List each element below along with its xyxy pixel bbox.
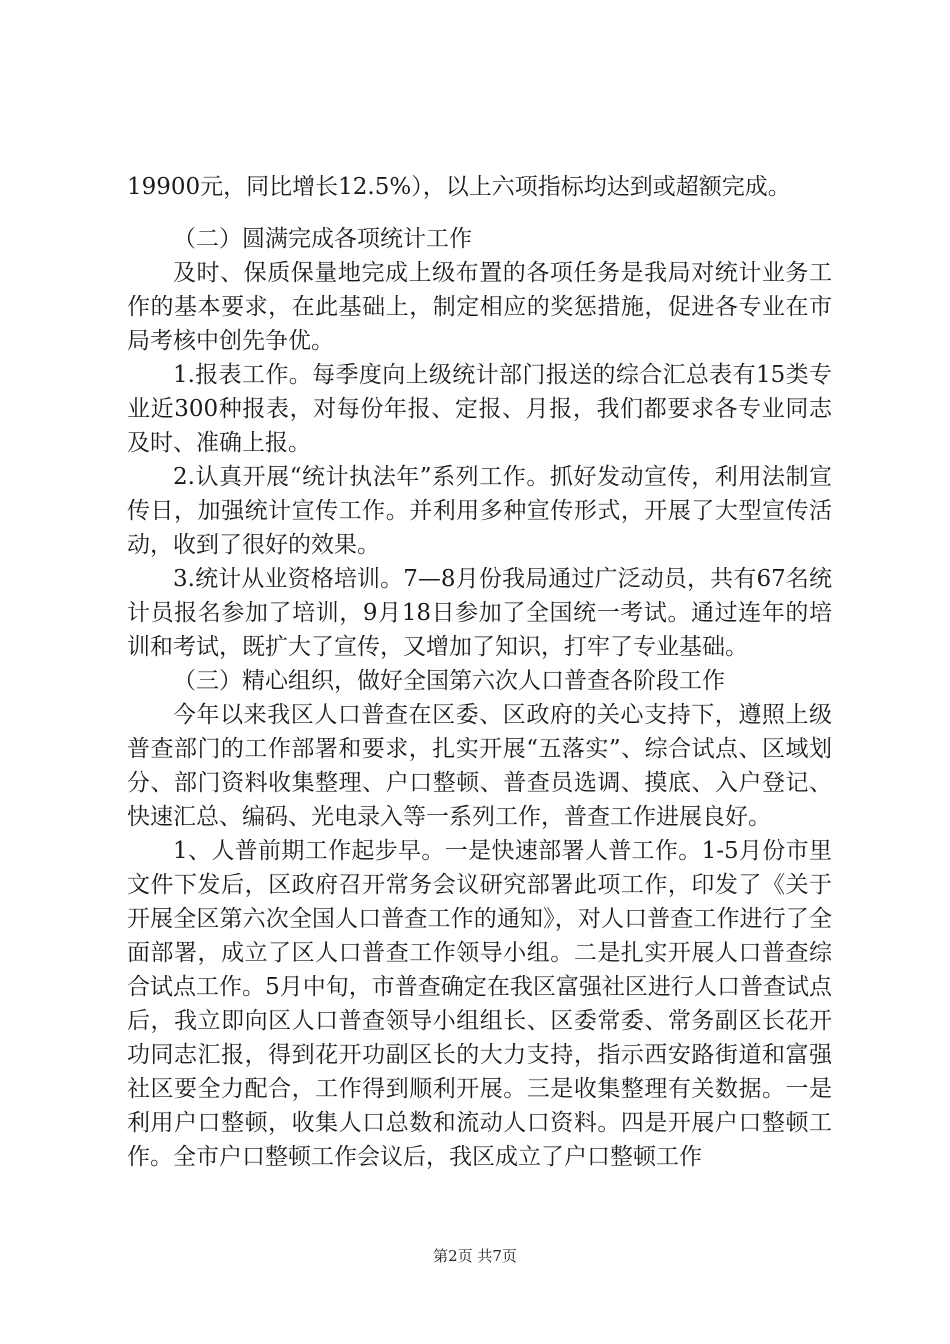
section-heading-2: （二）圆满完成各项统计工作 — [173, 226, 472, 252]
paragraph-census-overview: 今年以来我区人口普查在区委、区政府的关心支持下，遵照上级普查部门的工作部署和要求，扎实开展“五落实”、综合试点、区域划分、部门资料收集整理、户口整顿、普查员选调、摸底、入户登记、快速汇总、编码、光电录入等一系列工作，普查工作进展良好。 — [127, 702, 832, 830]
paragraph-law-enforcement: 2.认真开展“统计执法年”系列工作。抓好发动宣传，利用法制宣传日，加强统计宣传工作。并利用多种宣传形式，开展了大型宣传活动，收到了很好的效果。 — [127, 464, 832, 558]
paragraph-qualification-training: 3.统计从业资格培训。7—8月份我局通过广泛动员，共有67名统计员报名参加了培训，9月18日参加了全国统一考试。通过连年的培训和考试，既扩大了宣传，又增加了知识，打牢了专业基础。 — [127, 566, 832, 660]
section-heading-3: （三）精心组织，做好全国第六次人口普查各阶段工作 — [173, 668, 725, 694]
paragraph-report-work: 1.报表工作。每季度向上级统计部门报送的综合汇总表有15类专业近300种报表，对每份年报、定报、月报，我们都要求各专业同志及时、准确上报。 — [127, 362, 832, 456]
paragraph-continuation: 19900元，同比增长12.5%），以上六项指标均达到或超额完成。 — [127, 174, 791, 200]
paragraph-census-early-work: 1、人普前期工作起步早。一是快速部署人普工作。1-5月份市里文件下发后，区政府召开常务会议研究部署此项工作，印发了《关于开展全区第六次全国人口普查工作的通知》，对人口普查工作进行了全面部署，成立了区人口普查工作领导小组。二是扎实开展人口普查综合试点工作。5月中旬，市普查确定在我区富强社区进行人口普查试点后，我立即向区人口普查领导小组组长、区委常委、常务副区长花开功同志汇报，得到花开功副区长的大力支持，指示西安路街道和富强社区要全力配合，工作得到顺利开展。三是收集整理有关数据。一是利用户口整顿，收集人口总数和流动人口资料。四是开展户口整顿工作。全市户口整顿工作会议后，我区成立了户口整顿工作 — [127, 838, 832, 1170]
page-number-footer: 第2页 共7页 — [433, 1247, 517, 1265]
paragraph: 及时、保质保量地完成上级布置的各项任务是我局对统计业务工作的基本要求，在此基础上，制定相应的奖惩措施，促进各专业在市局考核中创先争优。 — [127, 260, 832, 354]
document-body — [127, 170, 832, 1174]
